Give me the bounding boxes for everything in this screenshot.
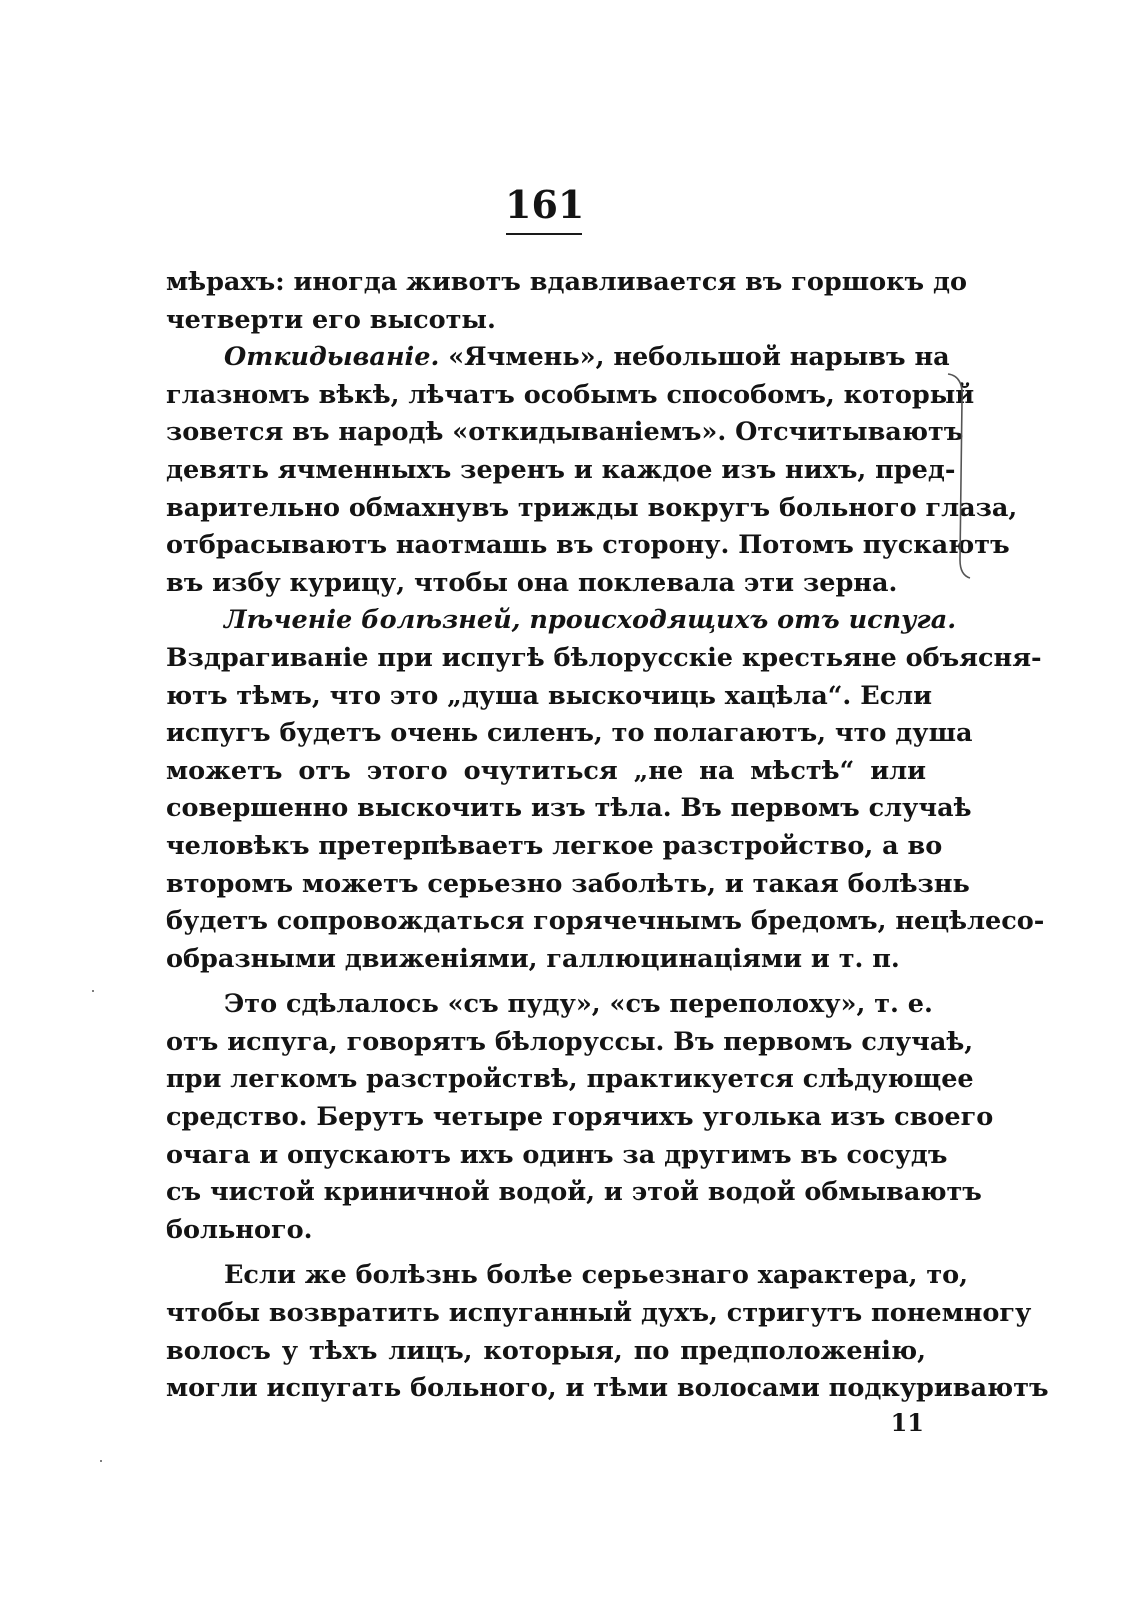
line-text: отбрасываютъ наотмашь въ сторону. Потомъ пускаютъ bbox=[166, 530, 1010, 561]
text-line bbox=[166, 1137, 948, 1175]
line-text: съ чистой криничной водой, и этой водой обмываютъ bbox=[166, 1177, 982, 1208]
text-line bbox=[166, 1333, 926, 1371]
line-text: человѣкъ претерпѣваетъ легкое разстройство, а во bbox=[166, 830, 943, 861]
line-text: мѣрахъ: иногда животъ вдавливается въ горшокъ до bbox=[166, 267, 967, 297]
line-text: больного. bbox=[166, 1214, 313, 1245]
text-line bbox=[166, 602, 957, 640]
text-line bbox=[166, 1174, 982, 1212]
text-line bbox=[166, 565, 926, 603]
line-text: девять ячменныхъ зеренъ и каждое изъ нихъ, пред- bbox=[166, 454, 956, 485]
section-heading: Откидываніе. bbox=[224, 342, 440, 373]
line-text: можетъ отъ этого очутиться „не на мѣстѣ“ или bbox=[166, 755, 926, 786]
line-text: могли испугать больного, и тѣми волосами подкуриваютъ bbox=[166, 1373, 1049, 1404]
line-text: второмъ можетъ серьезно заболѣть, и такая болѣзнь bbox=[166, 868, 970, 899]
paper-speck bbox=[100, 1460, 102, 1462]
text-line bbox=[166, 377, 975, 415]
paper-speck bbox=[92, 990, 94, 992]
section-heading: Лѣченіе болѣзней, происходящихъ отъ испуга. bbox=[224, 605, 957, 636]
text-line bbox=[166, 414, 964, 452]
line-text: Если же болѣзнь болѣе серьезнаго характера, то, bbox=[224, 1260, 969, 1291]
line-text: образными движеніями, галлюцинаціями и т. п. bbox=[166, 943, 900, 974]
page-number-rule bbox=[506, 233, 582, 235]
margin-bracket-mark bbox=[944, 370, 974, 580]
line-text: четверти его высоты. bbox=[166, 304, 496, 335]
text-line bbox=[166, 1061, 974, 1099]
line-text: будетъ сопровождаться горячечнымъ бредомъ, нецѣлесо- bbox=[166, 906, 1045, 937]
text-line bbox=[166, 527, 1010, 565]
text-line bbox=[166, 941, 926, 979]
line-text: въ избу курицу, чтобы она поклевала эти зерна. bbox=[166, 567, 898, 598]
line-text: испугъ будетъ очень силенъ, то полагаютъ, что душа bbox=[166, 718, 973, 749]
text-line bbox=[166, 302, 926, 340]
line-text: отъ испуга, говорятъ бѣлоруссы. Въ первомъ случаѣ, bbox=[166, 1026, 974, 1057]
text-line bbox=[166, 828, 943, 866]
text-line bbox=[166, 1099, 994, 1137]
text-line bbox=[166, 790, 972, 828]
body-text bbox=[166, 264, 1049, 1408]
line-text: при легкомъ разстройствѣ, практикуется слѣдующее bbox=[166, 1064, 974, 1095]
page-number: 161 bbox=[505, 182, 585, 227]
line-text: волосъ у тѣхъ лицъ, которыя, по предположенію, bbox=[166, 1335, 926, 1366]
text-line bbox=[166, 986, 933, 1024]
text-line bbox=[166, 1024, 974, 1062]
line-text: ютъ тѣмъ, что это „душа выскочиць хацѣла“. Если bbox=[166, 680, 933, 711]
text-line bbox=[166, 753, 926, 791]
text-line bbox=[166, 339, 950, 377]
line-text: средство. Берутъ четыре горячихъ уголька изъ своего bbox=[166, 1102, 994, 1133]
text-line bbox=[166, 715, 973, 753]
text-line bbox=[166, 678, 933, 716]
line-text: варительно обмахнувъ трижды вокругъ больного глаза, bbox=[166, 492, 1018, 523]
text-line bbox=[166, 1212, 926, 1250]
text-line bbox=[166, 1257, 969, 1295]
text-line bbox=[166, 452, 956, 490]
text-line bbox=[166, 866, 970, 904]
line-text: чтобы возвратить испуганный духъ, стригутъ понемногу bbox=[166, 1298, 1032, 1329]
text-line bbox=[166, 640, 1042, 678]
line-text: Вздрагиваніе при испугѣ бѣлорусскіе крестьяне объясня- bbox=[166, 642, 1042, 673]
line-text: зовется въ народѣ «откидываніемъ». Отсчитываютъ bbox=[166, 417, 964, 448]
text-line bbox=[166, 1295, 1032, 1333]
line-text: «Ячмень», небольшой нарывъ на bbox=[439, 342, 950, 373]
line-text: совершенно выскочить изъ тѣла. Въ первомъ случаѣ bbox=[166, 793, 972, 824]
line-text: глазномъ вѣкѣ, лѣчатъ особымъ способомъ, который bbox=[166, 379, 975, 410]
signature-mark: 11 bbox=[890, 1408, 924, 1437]
text-line bbox=[166, 264, 967, 302]
text-line bbox=[166, 903, 1045, 941]
text-line bbox=[166, 490, 1018, 528]
line-text: Это сдѣлалось «съ пуду», «съ переполоху», т. е. bbox=[224, 989, 933, 1020]
text-line bbox=[166, 1370, 1049, 1408]
line-text: очага и опускаютъ ихъ одинъ за другимъ въ сосудъ bbox=[166, 1139, 948, 1170]
